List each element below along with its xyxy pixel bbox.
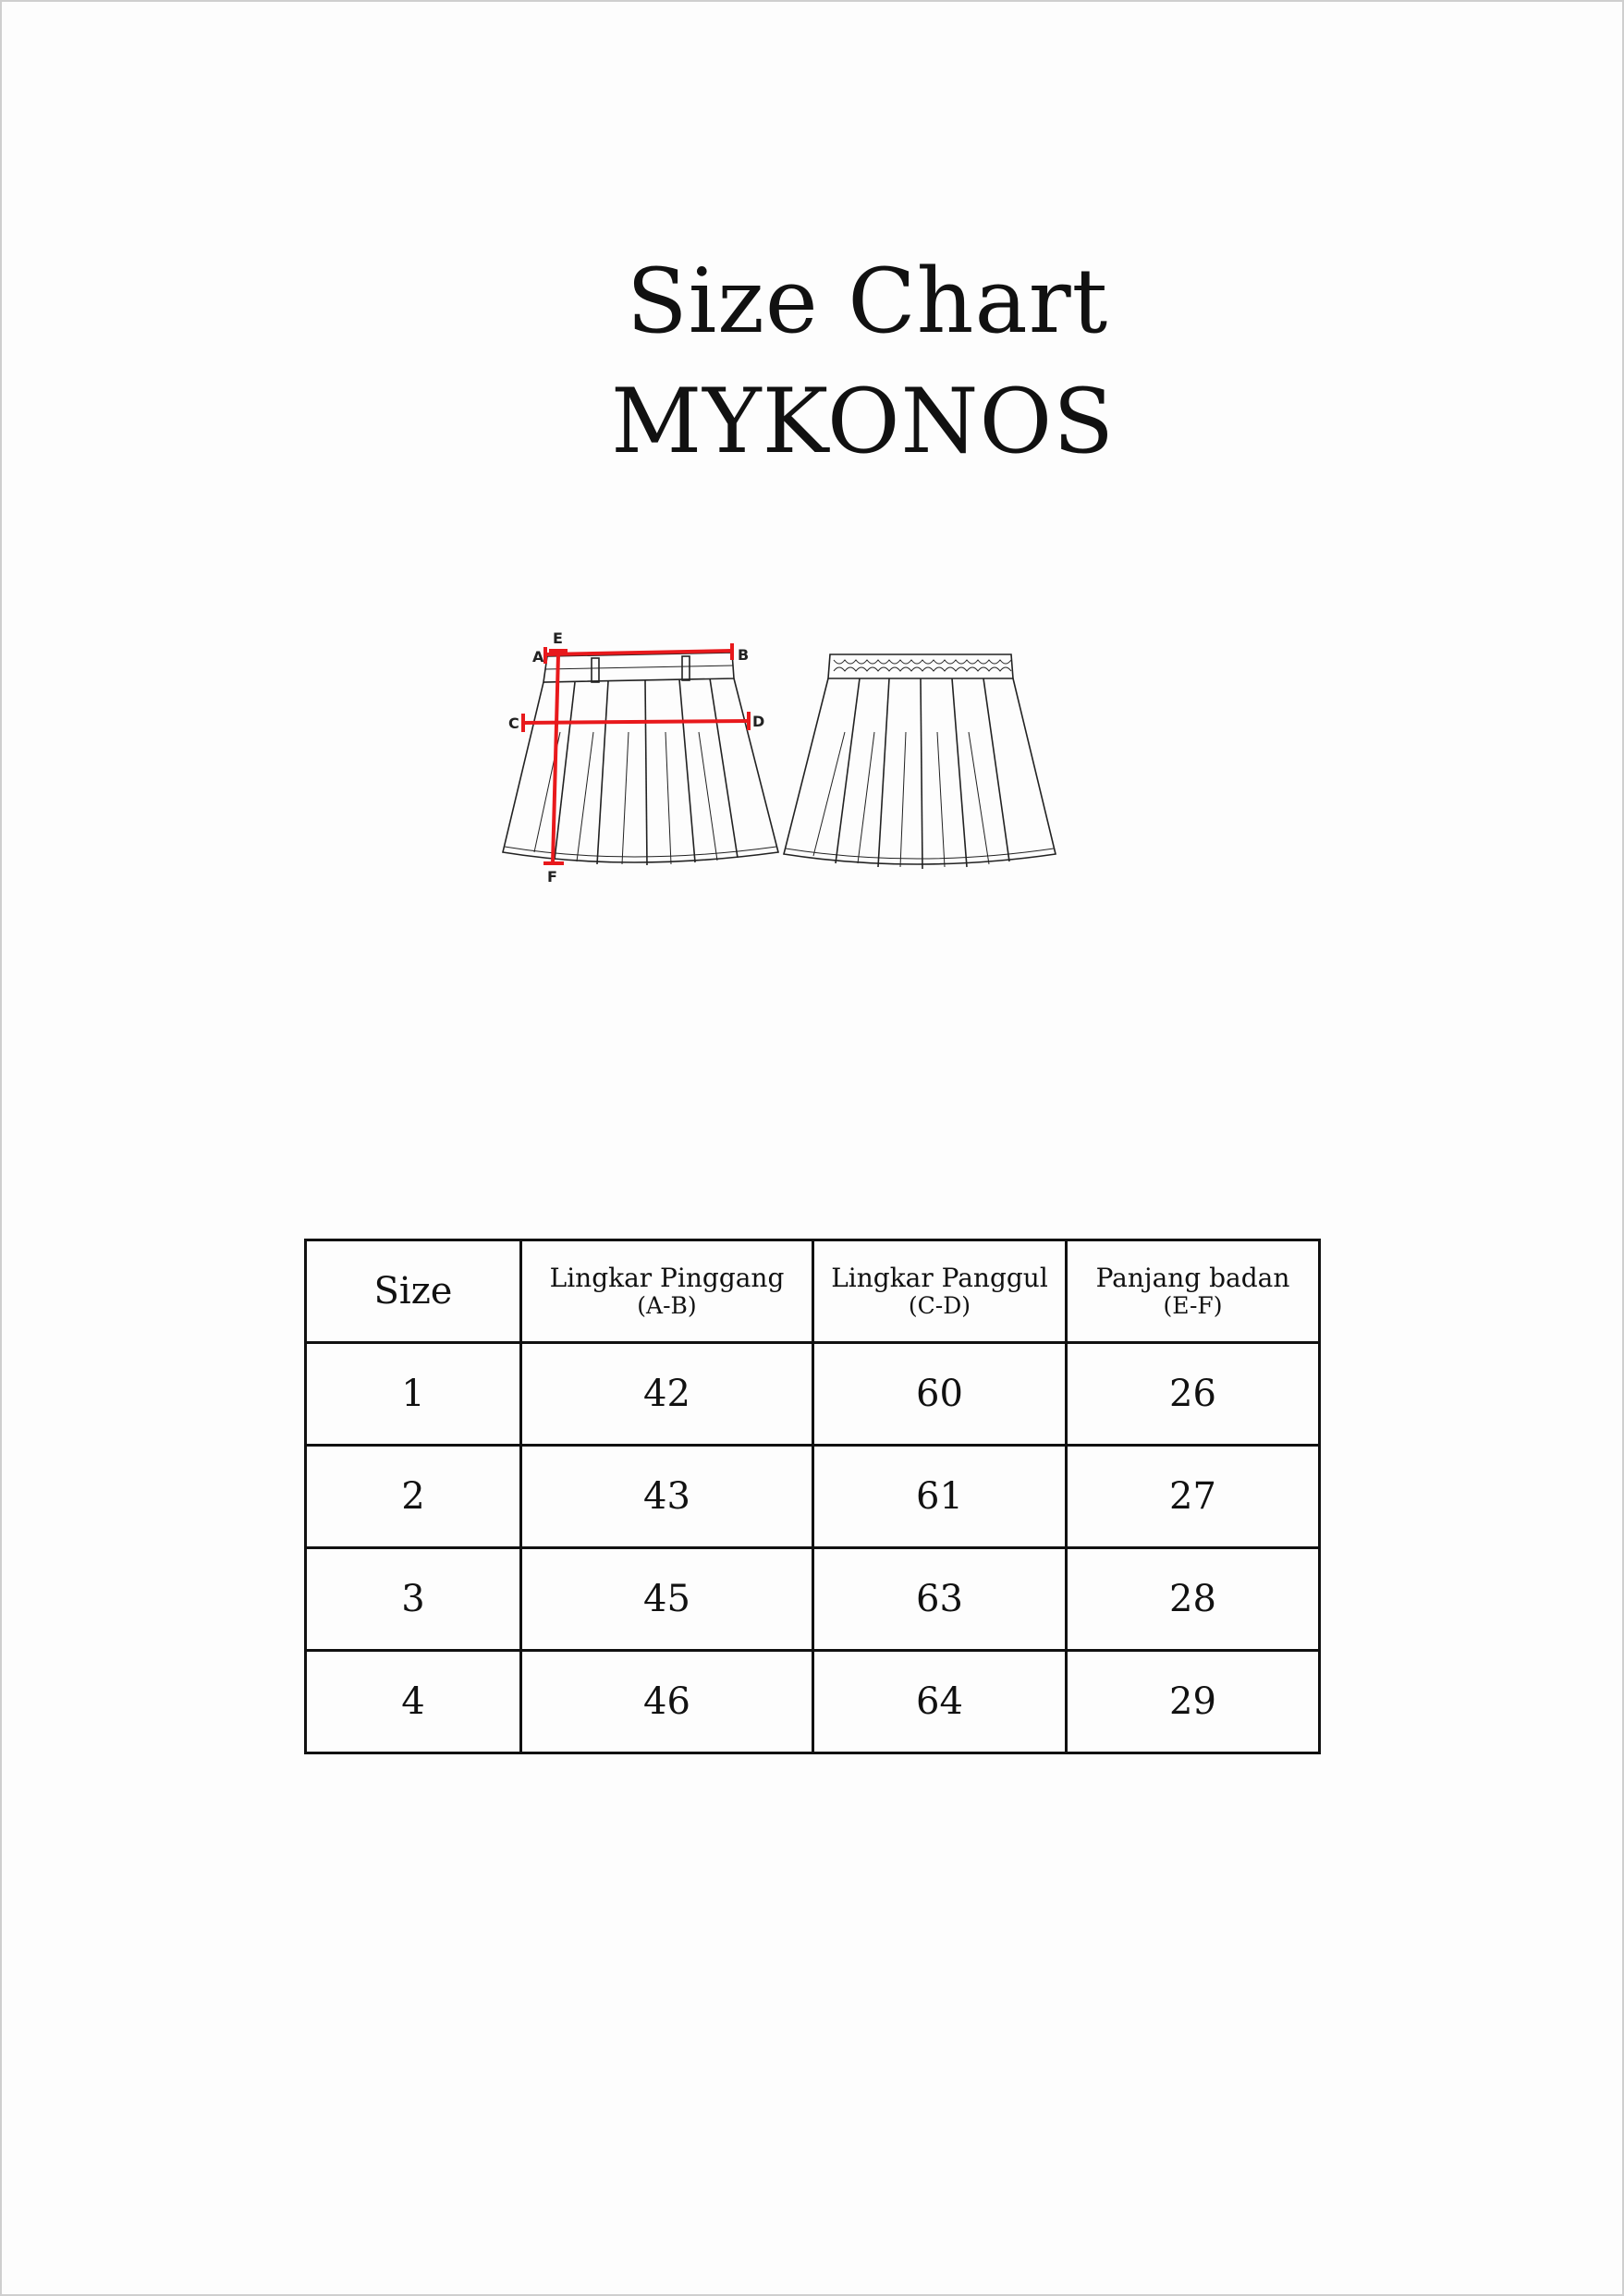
size-table: [304, 1239, 1321, 1754]
cell-size: 3: [306, 1548, 521, 1651]
header-label: Lingkar Panggul: [831, 1262, 1048, 1293]
label-d: D: [752, 713, 765, 730]
measurement-lines: [523, 643, 749, 863]
cell-panjang: 27: [1067, 1446, 1320, 1548]
label-a: A: [532, 648, 544, 666]
header-label: Lingkar Pinggang: [549, 1262, 785, 1293]
page-title: Size Chart: [626, 250, 1109, 353]
header-lingkar-pinggang: [521, 1240, 813, 1343]
label-c: C: [508, 714, 519, 732]
skirt-illustration: [490, 621, 1063, 898]
cell-pinggang: 42: [521, 1343, 813, 1446]
label-e: E: [553, 629, 563, 647]
header-sublabel: (A-B): [637, 1291, 697, 1319]
header-sublabel: (E-F): [1163, 1291, 1223, 1319]
header-panjang-badan: [1067, 1240, 1320, 1343]
header-size-label: Size: [373, 1270, 453, 1313]
skirt-back-drawing: [784, 654, 1056, 869]
cell-panggul: 63: [813, 1548, 1067, 1651]
table-row: [306, 1446, 1320, 1548]
cell-size: 1: [306, 1343, 521, 1446]
table-header-row: [306, 1240, 1320, 1343]
cell-panjang: 29: [1067, 1651, 1320, 1753]
cell-pinggang: 45: [521, 1548, 813, 1651]
cell-panjang: 28: [1067, 1548, 1320, 1651]
header-lingkar-panggul: [813, 1240, 1067, 1343]
skirt-front-drawing: [503, 653, 778, 865]
cell-size: 4: [306, 1651, 521, 1753]
label-f: F: [547, 868, 557, 885]
table-row: [306, 1548, 1320, 1651]
table-row: [306, 1651, 1320, 1753]
label-b: B: [738, 646, 750, 664]
cell-panggul: 61: [813, 1446, 1067, 1548]
cell-pinggang: 43: [521, 1446, 813, 1548]
cell-panjang: 26: [1067, 1343, 1320, 1446]
product-name: MYKONOS: [611, 370, 1115, 473]
header-size: [306, 1240, 521, 1343]
table-row: [306, 1343, 1320, 1446]
cell-pinggang: 46: [521, 1651, 813, 1753]
cell-panggul: 60: [813, 1343, 1067, 1446]
cell-size: 2: [306, 1446, 521, 1548]
header-label: Panjang badan: [1095, 1262, 1290, 1293]
cell-panggul: 64: [813, 1651, 1067, 1753]
header-sublabel: (C-D): [908, 1291, 971, 1319]
